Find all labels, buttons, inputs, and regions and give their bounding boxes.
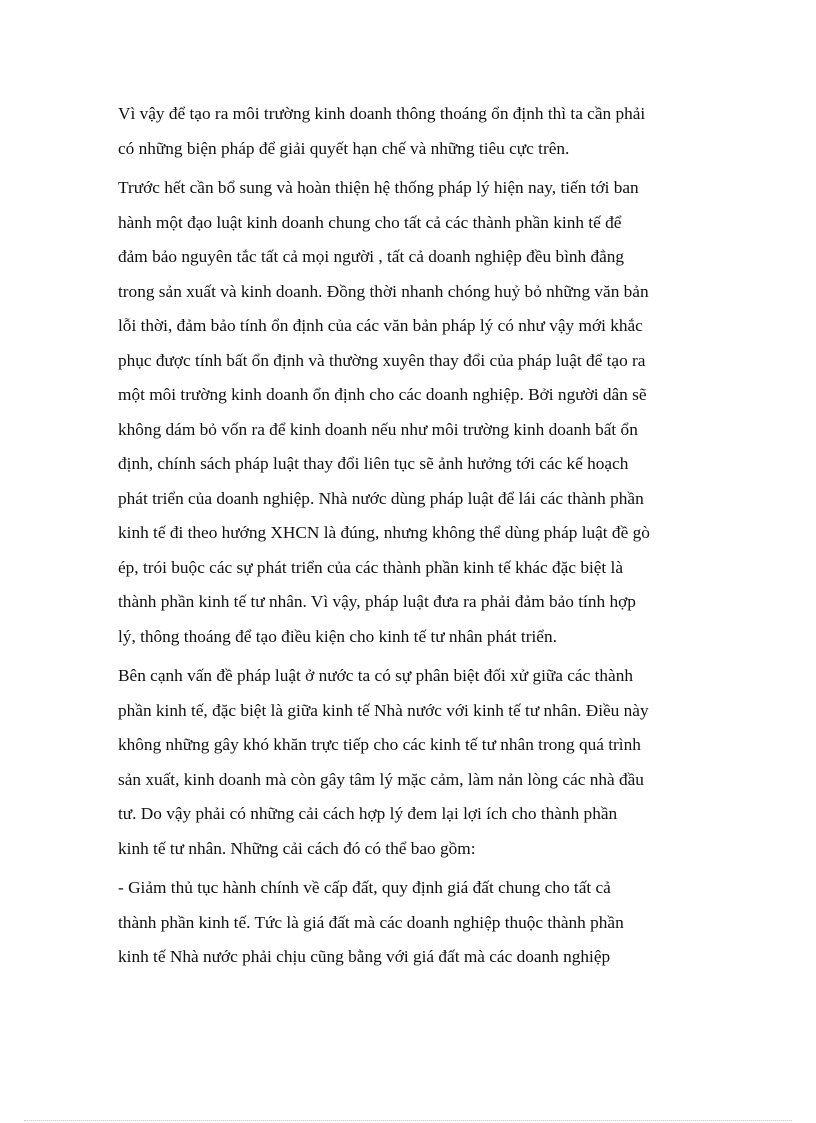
text-line: không dám bỏ vốn ra để kinh doanh nếu như môi trường kinh doanh bất ổn <box>118 419 638 439</box>
text-line: trong sản xuất và kinh doanh. Đồng thời nhanh chóng huỷ bỏ những văn bản <box>118 281 649 301</box>
text-line: Bên cạnh vấn đề pháp luật ở nước ta có sự phân biệt đối xử giữa các thành <box>118 666 633 685</box>
text-line: thành phần kinh tế tư nhân. Vì vậy, pháp luật đưa ra phải đảm bảo tính hợp <box>118 592 636 611</box>
text-line: đảm bảo nguyên tắc tất cả mọi người , tất cả doanh nghiệp đều bình đẳng <box>118 247 625 266</box>
paragraph-2 <box>118 171 698 654</box>
text-line: sản xuất, kinh doanh mà còn gây tâm lý mặc cảm, làm nản lòng các nhà đầu <box>118 769 644 789</box>
text-line: kinh tế đi theo hướng XHCN là đúng, nhưng không thể dùng pháp luật đề gò <box>118 523 650 542</box>
text-line: - Giảm thủ tục hành chính về cấp đất, quy định giá đất chung cho tất cả <box>118 878 611 897</box>
text-line: phát triển của doanh nghiệp. Nhà nước dùng pháp luật để lái các thành phần <box>118 488 644 508</box>
page-bottom-divider <box>24 1120 792 1121</box>
text-line: lỗi thời, đảm bảo tính ổn định của các văn bản pháp lý có như vậy mới khắc <box>118 316 643 335</box>
text-line: kinh tế tư nhân. Những cải cách đó có thể bao gồm: <box>118 838 476 858</box>
text-line: tư. Do vậy phải có những cải cách hợp lý đem lại lợi ích cho thành phần <box>118 804 618 823</box>
text-line: phục được tính bất ổn định và thường xuyên thay đổi của pháp luật để tạo ra <box>118 350 646 370</box>
text-line: ép, trói buộc các sự phát triển của các thành phần kinh tế khác đặc biệt là <box>118 557 624 577</box>
document-page <box>118 97 698 975</box>
text-line: định, chính sách pháp luật thay đổi liên tục sẽ ảnh hưởng tới các kế hoạch <box>118 454 629 473</box>
text-line: thành phần kinh tế. Tức là giá đất mà các doanh nghiệp thuộc thành phần <box>118 912 624 932</box>
text-line: một môi trường kinh doanh ổn định cho các doanh nghiệp. Bởi người dân sẽ <box>118 385 647 404</box>
text-line: hành một đạo luật kinh doanh chung cho tất cả các thành phần kinh tế để <box>118 212 622 232</box>
paragraph-1 <box>118 97 698 166</box>
paragraph-4 <box>118 871 698 975</box>
text-line: phần kinh tế, đặc biệt là giữa kinh tế Nhà nước với kinh tế tư nhân. Điều này <box>118 700 649 720</box>
paragraph-3 <box>118 659 698 866</box>
text-line: Vì vậy để tạo ra môi trường kinh doanh thông thoáng ổn định thì ta cần phải <box>118 104 646 123</box>
text-line: không những gây khó khăn trực tiếp cho các kinh tế tư nhân trong quá trình <box>118 735 641 754</box>
text-line: kinh tế Nhà nước phải chịu cũng bằng với giá đất mà các doanh nghiệp <box>118 947 611 966</box>
text-line: có những biện pháp để giải quyết hạn chế và những tiêu cực trên. <box>118 138 570 158</box>
text-line: Trước hết cần bổ sung và hoàn thiện hệ thống pháp lý hiện nay, tiến tới ban <box>118 178 639 197</box>
text-line: lý, thông thoáng để tạo điều kiện cho kinh tế tư nhân phát triển. <box>118 626 557 646</box>
